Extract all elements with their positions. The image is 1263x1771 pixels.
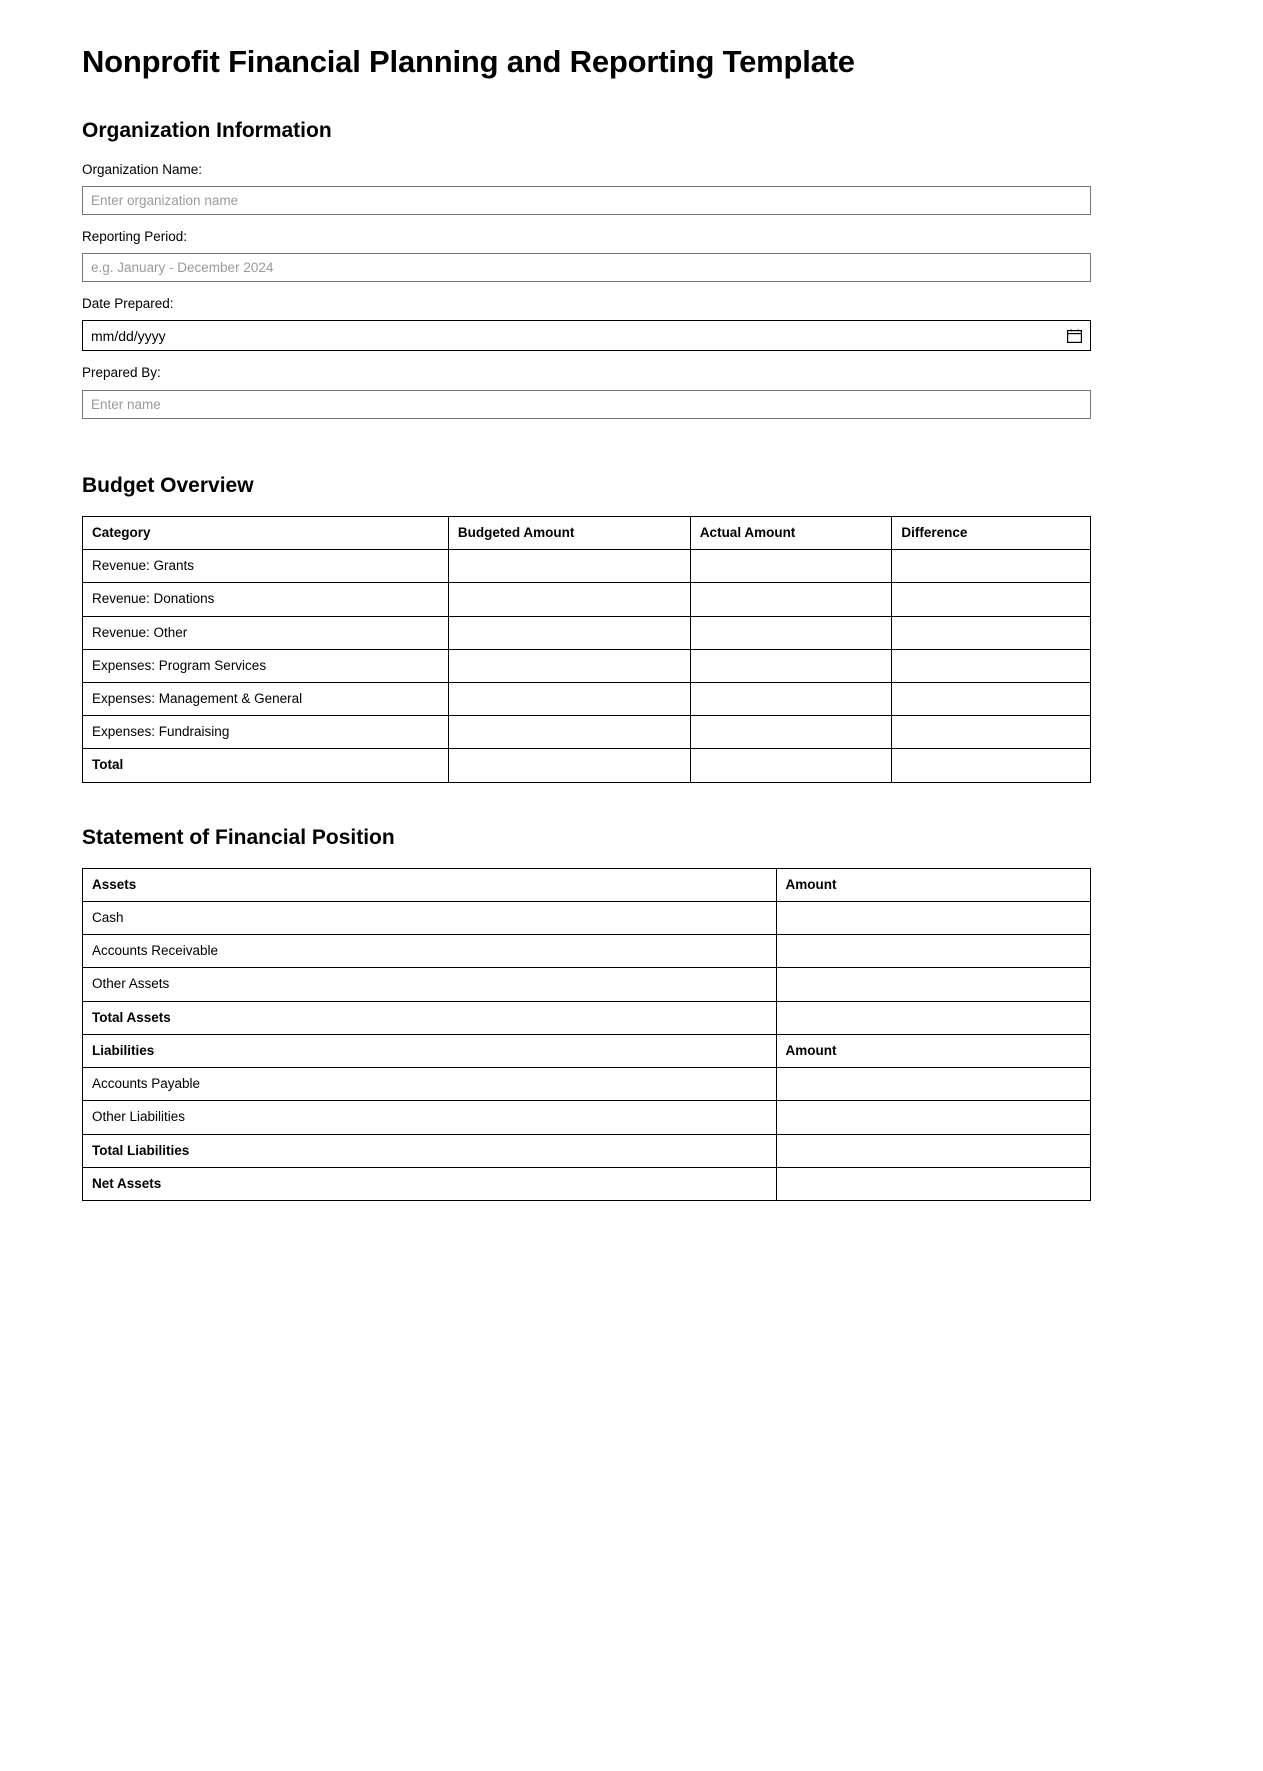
budget-cell-actual[interactable] — [690, 716, 892, 749]
budget-row-category: Expenses: Program Services — [83, 649, 449, 682]
budget-header-actual-amount: Actual Amount — [690, 516, 892, 549]
budget-cell-difference[interactable] — [892, 749, 1091, 782]
budget-overview-section — [82, 473, 1091, 783]
budget-cell-difference[interactable] — [892, 649, 1091, 682]
liabilities-header-label: Liabilities — [83, 1034, 777, 1067]
position-row-label: Total Liabilities — [83, 1134, 777, 1167]
position-row-label: Other Assets — [83, 968, 777, 1001]
table-row — [83, 583, 1091, 616]
position-row-amount[interactable] — [776, 935, 1091, 968]
budget-cell-budgeted[interactable] — [448, 583, 690, 616]
table-row — [83, 902, 1091, 935]
budget-cell-actual[interactable] — [690, 550, 892, 583]
position-row-amount[interactable] — [776, 1001, 1091, 1034]
position-row-label: Total Assets — [83, 1001, 777, 1034]
prepared-by-input[interactable] — [82, 390, 1091, 419]
budget-cell-actual[interactable] — [690, 682, 892, 715]
field-group-organization-name — [82, 161, 1091, 215]
table-row — [83, 1134, 1091, 1167]
organization-name-input[interactable] — [82, 186, 1091, 215]
position-row-amount[interactable] — [776, 1068, 1091, 1101]
date-prepared-label: Date Prepared: — [82, 296, 174, 312]
position-row-amount[interactable] — [776, 1134, 1091, 1167]
budget-cell-actual[interactable] — [690, 649, 892, 682]
table-row — [83, 1068, 1091, 1101]
prepared-by-label: Prepared By: — [82, 365, 161, 381]
table-row — [83, 749, 1091, 782]
page-title: Nonprofit Financial Planning and Reporting Template — [82, 44, 855, 79]
organization-information-heading: Organization Information — [82, 118, 332, 142]
statement-of-financial-position-section — [82, 825, 1091, 1201]
table-row — [83, 935, 1091, 968]
table-row — [83, 649, 1091, 682]
budget-row-category: Revenue: Other — [83, 616, 449, 649]
position-row-amount[interactable] — [776, 1101, 1091, 1134]
budget-row-category: Total — [83, 749, 449, 782]
reporting-period-input[interactable] — [82, 253, 1091, 282]
table-row — [83, 682, 1091, 715]
organization-information-section — [82, 118, 1091, 419]
reporting-period-label: Reporting Period: — [82, 229, 188, 245]
field-group-date-prepared — [82, 295, 1091, 351]
budget-cell-difference[interactable] — [892, 716, 1091, 749]
field-group-prepared-by — [82, 364, 1091, 418]
statement-of-financial-position-table — [82, 868, 1091, 1201]
table-header-row — [83, 516, 1091, 549]
table-row — [83, 716, 1091, 749]
assets-header-amount: Amount — [776, 868, 1091, 901]
budget-overview-heading: Budget Overview — [82, 473, 254, 497]
table-row — [83, 550, 1091, 583]
budget-cell-budgeted[interactable] — [448, 682, 690, 715]
date-prepared-placeholder-text: mm/dd/yyyy — [91, 327, 166, 344]
budget-header-difference: Difference — [892, 516, 1091, 549]
liabilities-header-amount: Amount — [776, 1034, 1091, 1067]
budget-row-category: Expenses: Management & General — [83, 682, 449, 715]
budget-overview-body — [83, 550, 1091, 783]
field-group-reporting-period — [82, 228, 1091, 282]
liabilities-header-row — [83, 1034, 1091, 1067]
budget-cell-difference[interactable] — [892, 616, 1091, 649]
position-row-amount[interactable] — [776, 968, 1091, 1001]
budget-cell-budgeted[interactable] — [448, 550, 690, 583]
budget-cell-budgeted[interactable] — [448, 616, 690, 649]
assets-header-label: Assets — [83, 868, 777, 901]
budget-row-category: Expenses: Fundraising — [83, 716, 449, 749]
budget-cell-budgeted[interactable] — [448, 716, 690, 749]
budget-header-budgeted-amount: Budgeted Amount — [448, 516, 690, 549]
budget-row-category: Revenue: Donations — [83, 583, 449, 616]
assets-header-row — [83, 868, 1091, 901]
budget-header-category: Category — [83, 516, 449, 549]
statement-of-financial-position-body — [83, 902, 1091, 1201]
table-row — [83, 616, 1091, 649]
budget-overview-table — [82, 516, 1091, 783]
position-row-label: Accounts Receivable — [83, 935, 777, 968]
position-row-amount[interactable] — [776, 1167, 1091, 1200]
date-prepared-input[interactable] — [82, 320, 1091, 351]
budget-cell-actual[interactable] — [690, 749, 892, 782]
position-row-amount[interactable] — [776, 902, 1091, 935]
table-row — [83, 1001, 1091, 1034]
position-row-label: Cash — [83, 902, 777, 935]
date-prepared-wrapper — [82, 320, 1091, 351]
budget-cell-difference[interactable] — [892, 550, 1091, 583]
budget-cell-actual[interactable] — [690, 583, 892, 616]
budget-cell-budgeted[interactable] — [448, 649, 690, 682]
budget-cell-actual[interactable] — [690, 616, 892, 649]
budget-cell-difference[interactable] — [892, 682, 1091, 715]
page-bottom-whitespace — [82, 1231, 1091, 1731]
position-row-label: Other Liabilities — [83, 1101, 777, 1134]
budget-cell-budgeted[interactable] — [448, 749, 690, 782]
budget-cell-difference[interactable] — [892, 583, 1091, 616]
position-row-label: Net Assets — [83, 1167, 777, 1200]
statement-of-financial-position-heading: Statement of Financial Position — [82, 825, 395, 849]
organization-name-label: Organization Name: — [82, 161, 203, 177]
position-row-label: Accounts Payable — [83, 1068, 777, 1101]
table-row — [83, 1101, 1091, 1134]
table-row — [83, 968, 1091, 1001]
budget-row-category: Revenue: Grants — [83, 550, 449, 583]
table-row — [83, 1167, 1091, 1200]
